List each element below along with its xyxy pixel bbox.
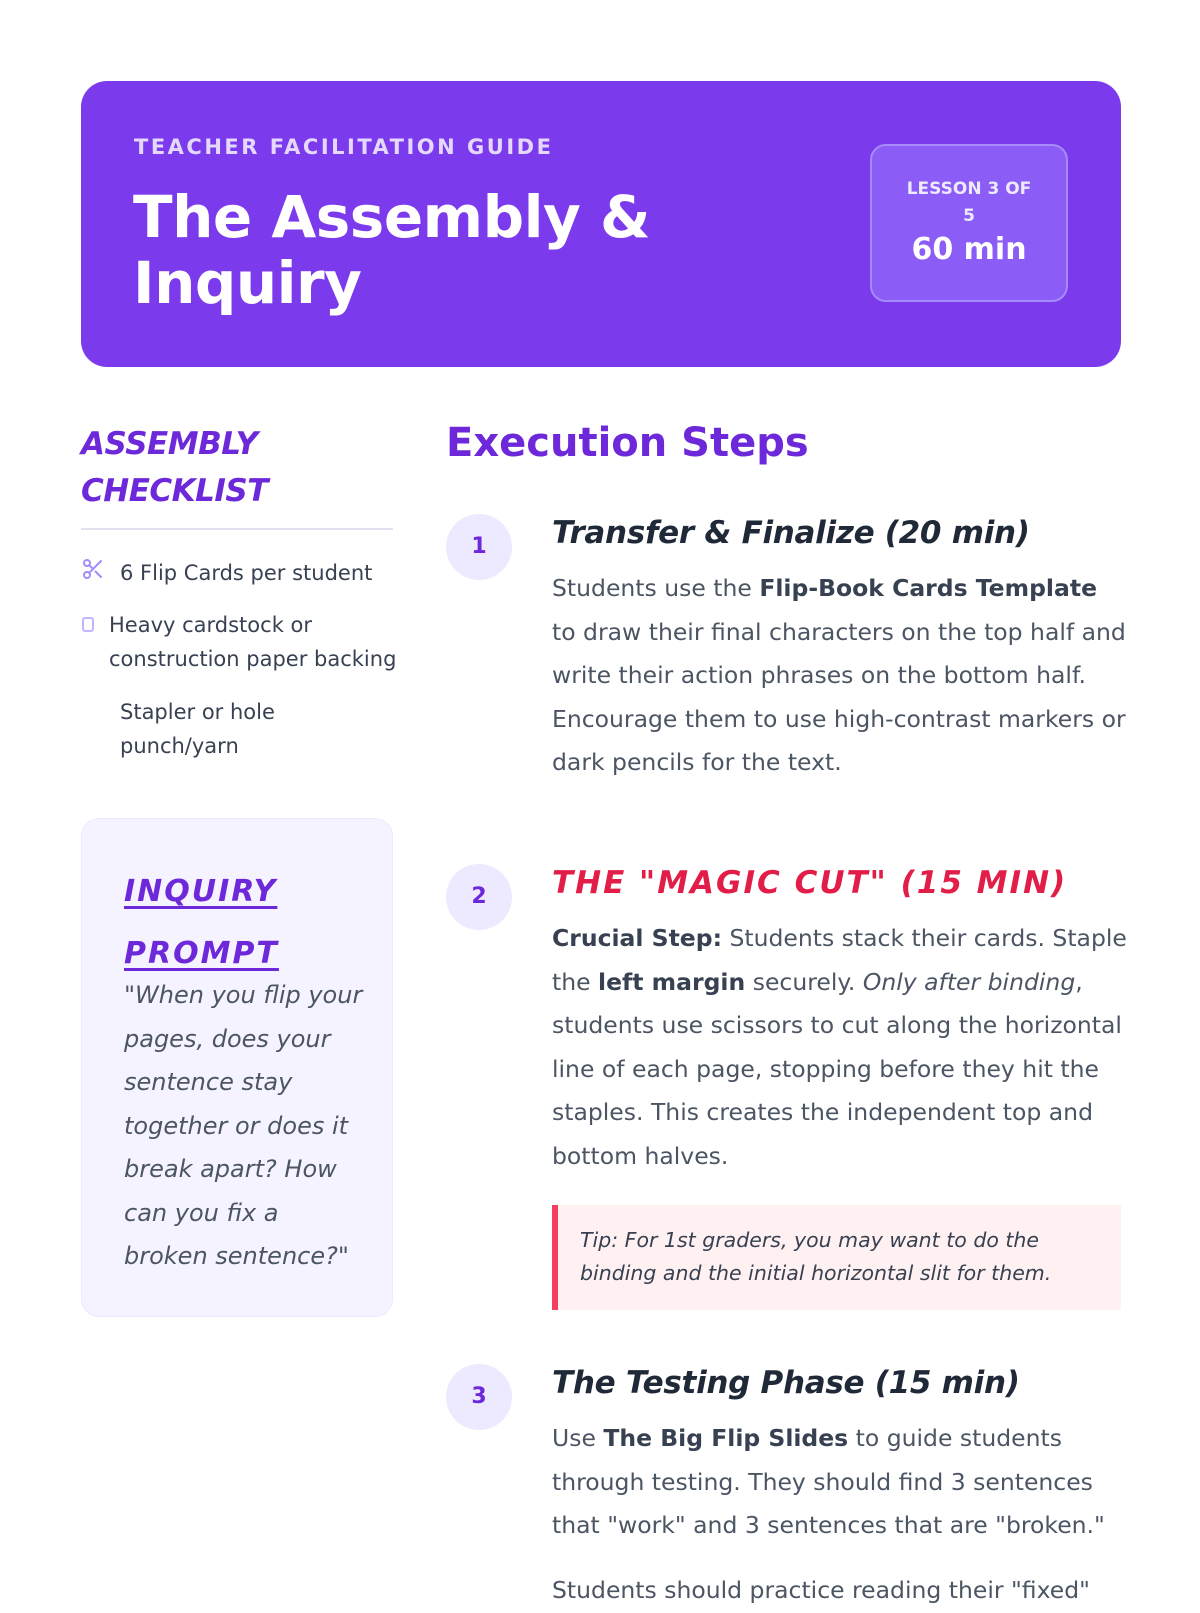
checklist-item: 6 Flip Cards per student — [120, 561, 373, 585]
checklist-title: ASSEMBLY CHECKLIST — [81, 426, 268, 509]
step-description: Students use the Flip-Book Cards Template to draw their final characters on the top half and write their action phrases on the bottom half. Encourage them to use high-contrast markers or dark pencils for the text. — [552, 574, 1126, 776]
teacher-tip-callout: Tip: For 1st graders, you may want to do the binding and the initial horizontal slit for them. — [552, 1205, 1121, 1310]
lesson-duration: 60 min — [911, 232, 1027, 267]
step-title: Transfer & Finalize (20 min) — [552, 515, 1030, 551]
scissors-icon — [81, 557, 105, 586]
lesson-info-badge — [870, 144, 1068, 302]
step-description: Crucial Step: Students stack their cards. Staple the left margin securely. Only after binding, students use scissors to cut along the horizontal line of each page, stopping before they hit the staples. This creates the independent top and bottom halves. — [552, 924, 1127, 1170]
guide-eyebrow: TEACHER FACILITATION GUIDE — [134, 135, 554, 159]
execution-steps-title: Execution Steps — [446, 420, 809, 466]
lesson-number-label: LESSON 3 OF 5 — [906, 179, 1032, 226]
step-description-continued: Students should practice reading their "fixed" — [552, 1576, 1090, 1604]
inquiry-quote: "When you flip your pages, does your sentence stay together or does it break apart? How can you fix a broken sentence?" — [124, 981, 363, 1270]
lesson-header — [81, 81, 1121, 367]
step-description: Use The Big Flip Slides to guide students through testing. They should find 3 sentences that "work" and 3 sentences that are "broken." — [552, 1424, 1105, 1539]
inquiry-prompt-card — [81, 818, 393, 1317]
checklist-divider — [81, 528, 393, 530]
step-number-badge: 3 — [446, 1364, 512, 1430]
step-number-badge: 1 — [446, 514, 512, 580]
checklist-item: Stapler or hole punch/yarn — [120, 700, 275, 758]
checklist-item: Heavy cardstock or construction paper backing — [109, 613, 397, 671]
step-title: THE "MAGIC CUT" (15 MIN) — [552, 865, 1068, 901]
page-title: The Assembly & Inquiry — [133, 183, 651, 317]
step-number-badge: 2 — [446, 864, 512, 930]
step-title: The Testing Phase (15 min) — [552, 1365, 1020, 1401]
inquiry-title: INQUIRY PROMPT — [124, 874, 279, 971]
cardstock-icon — [81, 615, 95, 639]
